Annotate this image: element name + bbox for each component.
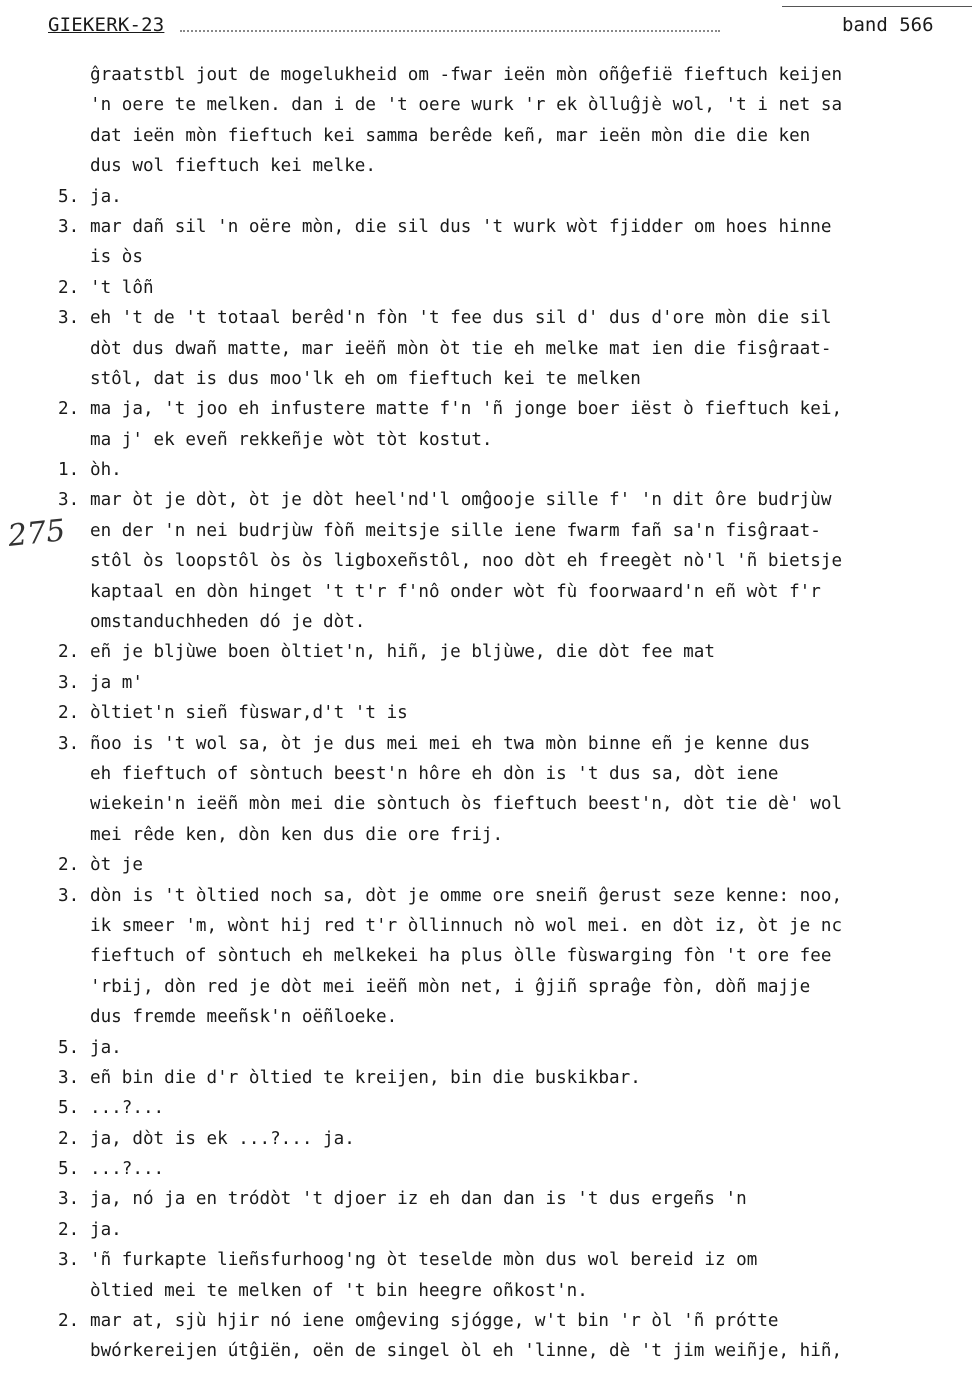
speaker-number: 2.	[58, 1219, 80, 1240]
utterance-text: 'rbij, dòn red je dòt mei ieëñ mòn net, i ĝjiñ spraĝe fòn, dòñ majje	[90, 976, 811, 997]
utterance-text: ja m'	[90, 672, 143, 693]
speaker-number: 2.	[58, 642, 80, 663]
utterance-text: eñ bin die d'r òltied te kreijen, bin die buskikbar.	[90, 1067, 641, 1088]
utterance-text: dus wol fieftuch kei melke.	[90, 156, 376, 177]
speaker-number: 5.	[58, 1037, 80, 1058]
document-id: GIEKERK-23	[48, 14, 165, 36]
transcript-line	[0, 911, 973, 941]
utterance-text: stôl, dat is dus moo'lk eh om fieftuch kei te melken	[90, 368, 641, 389]
transcript-line	[0, 90, 973, 120]
utterance-text: ma j' ek eveñ rekkeñje wòt tòt kostut.	[90, 429, 493, 450]
transcript-line	[0, 273, 973, 303]
transcript-line	[0, 577, 973, 607]
transcript-line	[0, 182, 973, 212]
transcript-line	[0, 850, 973, 880]
dotted-separator	[180, 30, 720, 32]
transcript-line	[0, 485, 973, 515]
utterance-text: òltied mei te melken of 't bin heegre oñkost'n.	[90, 1280, 588, 1301]
transcript-line	[0, 729, 973, 759]
transcript-line	[0, 759, 973, 789]
transcript-line	[0, 881, 973, 911]
transcript-line	[0, 789, 973, 819]
speaker-number: 2.	[58, 855, 80, 876]
utterance-text: ja.	[90, 186, 122, 207]
transcript-line	[0, 972, 973, 1002]
utterance-text: ...?...	[90, 1159, 165, 1180]
speaker-number: 2.	[58, 1311, 80, 1332]
transcript-line	[0, 941, 973, 971]
utterance-text: ja, dòt is ek ...?... ja.	[90, 1128, 355, 1149]
utterance-text: kaptaal en dòn hinget 't t'r f'nô onder wòt fù foorwaard'n eñ wòt f'r	[90, 581, 821, 602]
speaker-number: 3.	[58, 216, 80, 237]
transcript-line	[0, 1124, 973, 1154]
utterance-text: dus fremde meeñsk'n oëñloeke.	[90, 1007, 398, 1028]
utterance-text: ja.	[90, 1219, 122, 1240]
utterance-text: mar at, sjù hjir nó iene omĝeving sjógge, w't bin 'r òl 'ñ prótte	[90, 1311, 779, 1332]
transcript-line	[0, 1276, 973, 1306]
transcript-line	[0, 455, 973, 485]
utterance-text: ma ja, 't joo eh infustere matte f'n 'ñ jonge boer iëst ò fieftuch kei,	[90, 399, 843, 420]
speaker-number: 1.	[58, 460, 80, 481]
transcript-line	[0, 1184, 973, 1214]
transcript-line	[0, 1002, 973, 1032]
transcript-line	[0, 637, 973, 667]
utterance-text: fieftuch of sòntuch eh melkekei ha plus òlle fùswarging fòn 't ore fee	[90, 946, 832, 967]
utterance-text: dòt dus dwañ matte, mar ieëñ mòn òt tie eh melke mat ien die fisĝraat-	[90, 338, 832, 359]
transcript-line	[0, 1336, 973, 1366]
transcript-line	[0, 151, 973, 181]
top-rule	[782, 6, 972, 7]
utterance-text: 'ñ furkapte lieñsfurhoog'ng òt teselde mòn dus wol bereid iz om	[90, 1250, 758, 1271]
speaker-number: 3.	[58, 308, 80, 329]
utterance-text: 'n oere te melken. dan i de 't oere wurk 'r ek òlluĝjè wol, 't i net sa	[90, 95, 843, 116]
utterance-text: mar òt je dòt, òt je dòt heel'nd'l omĝooje sille f' 'n dit ôre budrjùw	[90, 490, 832, 511]
utterance-text: òh.	[90, 460, 122, 481]
speaker-number: 3.	[58, 1067, 80, 1088]
utterance-text: stôl òs loopstôl òs òs ligboxeñstôl, noo dòt eh freegèt nò'l 'ñ bietsje	[90, 551, 843, 572]
handwritten-margin-note: 275	[6, 513, 67, 554]
transcript-line	[0, 1093, 973, 1123]
transcript-line	[0, 516, 973, 546]
speaker-number: 5.	[58, 1098, 80, 1119]
utterance-text: òt je	[90, 855, 143, 876]
transcript-line	[0, 1033, 973, 1063]
utterance-text: en der 'n nei budrjùw fòñ meitsje sille iene fwarm fañ sa'n fisĝraat-	[90, 520, 821, 541]
speaker-number: 5.	[58, 186, 80, 207]
transcript-line	[0, 546, 973, 576]
utterance-text: eh 't de 't totaal berêd'n fòn 't fee dus sil d' dus d'ore mòn die sil	[90, 308, 832, 329]
transcript-line	[0, 1154, 973, 1184]
utterance-text: ik smeer 'm, wònt hij red t'r òllinnuch nò wol mei. en dòt iz, òt je nc	[90, 915, 843, 936]
speaker-number: 3.	[58, 490, 80, 511]
transcript-line	[0, 303, 973, 333]
utterance-text: mar dañ sil 'n oëre mòn, die sil dus 't wurk wòt fjidder om hoes hinne	[90, 216, 832, 237]
transcript-line	[0, 1306, 973, 1336]
transcript-line	[0, 1215, 973, 1245]
utterance-text: mei rêde ken, dòn ken dus die ore frij.	[90, 824, 504, 845]
transcript-line	[0, 1063, 973, 1093]
utterance-text: 't lôñ	[90, 277, 154, 298]
band-label: band 566	[842, 14, 934, 36]
transcript-line	[0, 212, 973, 242]
utterance-text: ...?...	[90, 1098, 165, 1119]
utterance-text: is òs	[90, 247, 143, 268]
transcript-line	[0, 1245, 973, 1275]
transcript-body	[0, 60, 973, 1367]
transcript-line	[0, 394, 973, 424]
utterance-text: ñoo is 't wol sa, òt je dus mei mei eh twa mòn binne eñ je kenne dus	[90, 733, 811, 754]
speaker-number: 2.	[58, 277, 80, 298]
utterance-text: omstanduchheden dó je dòt.	[90, 612, 366, 633]
utterance-text: ĝraatstbl jout de mogelukheid om -fwar ieën mòn oñĝefië fieftuch keijen	[90, 65, 843, 85]
speaker-number: 3.	[58, 1189, 80, 1210]
transcript-line	[0, 425, 973, 455]
transcript-line	[0, 698, 973, 728]
utterance-text: eñ je bljùwe boen òltiet'n, hiñ, je bljùwe, die dòt fee mat	[90, 642, 715, 663]
speaker-number: 3.	[58, 885, 80, 906]
utterance-text: ja, nó ja en tródòt 't djoer iz eh dan dan is 't dus ergeñs 'n	[90, 1189, 747, 1210]
transcript-line	[0, 820, 973, 850]
utterance-text: òltiet'n sieñ fùswar,d't 't is	[90, 703, 408, 724]
speaker-number: 3.	[58, 1250, 80, 1271]
utterance-text: wiekein'n ieëñ mòn mei die sòntuch òs fieftuch beest'n, dòt tie dè' wol	[90, 794, 843, 815]
utterance-text: ja.	[90, 1037, 122, 1058]
speaker-number: 2.	[58, 1128, 80, 1149]
transcript-line	[0, 60, 973, 90]
transcript-line	[0, 334, 973, 364]
utterance-text: dat ieën mòn fieftuch kei samma berêde keñ, mar ieën mòn die die ken	[90, 125, 811, 146]
speaker-number: 2.	[58, 399, 80, 420]
utterance-text: bwórkereijen útĝiën, oën de singel òl eh 'linne, dè 't jim weiñje, hiñ,	[90, 1341, 843, 1362]
transcript-line	[0, 121, 973, 151]
transcript-line	[0, 364, 973, 394]
utterance-text: dòn is 't òltied noch sa, dòt je omme ore sneiñ ĝerust seze kenne: noo,	[90, 885, 843, 906]
transcript-line	[0, 607, 973, 637]
transcript-line	[0, 242, 973, 272]
utterance-text: eh fieftuch of sòntuch beest'n hôre eh dòn is 't dus sa, dòt iene	[90, 763, 779, 784]
speaker-number: 3.	[58, 733, 80, 754]
speaker-number: 5.	[58, 1159, 80, 1180]
speaker-number: 3.	[58, 672, 80, 693]
speaker-number: 2.	[58, 703, 80, 724]
transcript-line	[0, 668, 973, 698]
